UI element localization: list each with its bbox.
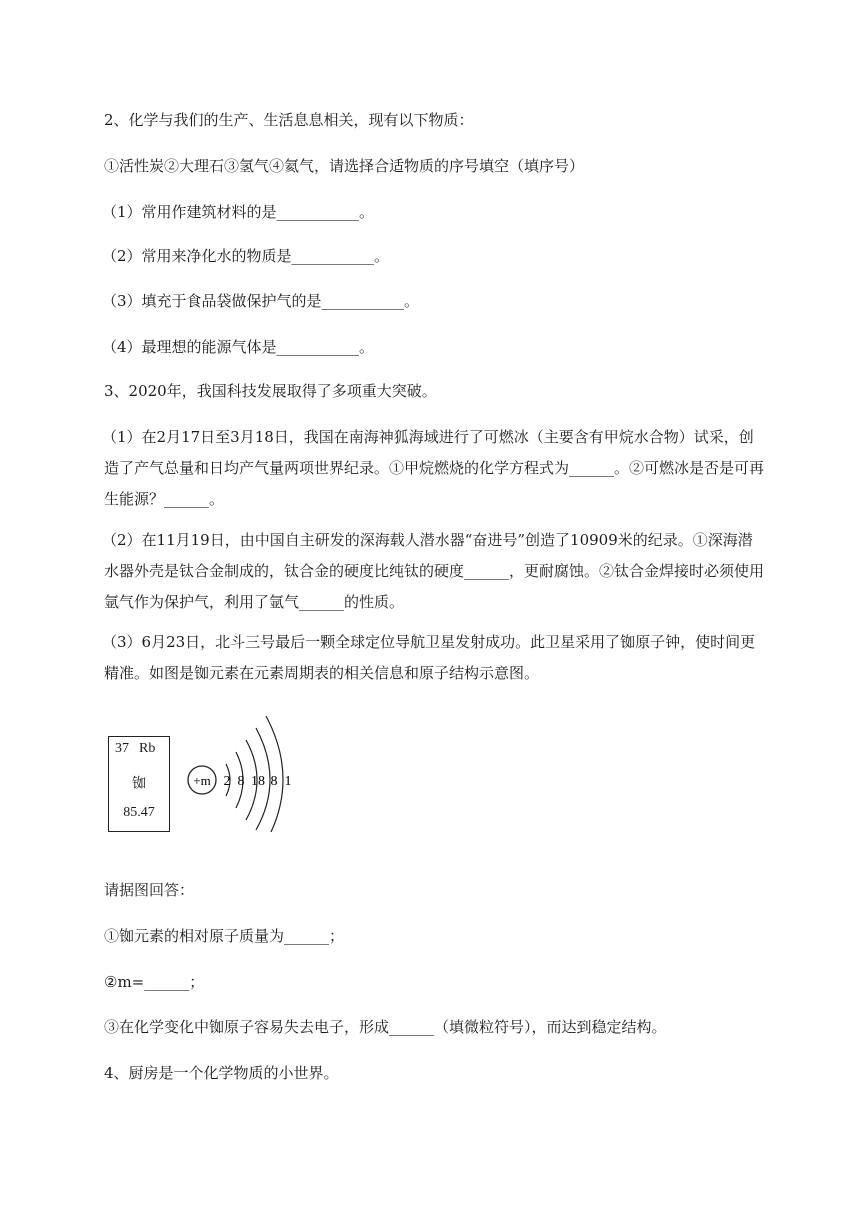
q3-title: 3、2020年，我国科技发展取得了多项重大突破。 (104, 382, 437, 400)
shell-count-3: 18 (251, 774, 265, 789)
q2-item-1: （1）常用作建筑材料的是___________。 (102, 203, 375, 221)
shell-count-1: 2 (223, 774, 231, 789)
atomic-mass: 85.47 (123, 805, 155, 820)
q3-p2-line-2: 水器外壳是钛合金制成的，钛合金的硬度比纯钛的硬度______，更耐腐蚀。②钛合金焊接时必须使用 (104, 562, 765, 580)
q3-p1-line-2: 造了产气总量和日均产气量两项世界纪录。①甲烷燃烧的化学方程式为______。②可燃冰是否是可再 (104, 459, 765, 477)
q3-prompt: 请据图回答： (104, 881, 195, 899)
q4-title: 4、厨房是一个化学物质的小世界。 (104, 1064, 339, 1082)
q3-p1-line-1: （1）在2月17日至3月18日，我国在南海神狐海域进行了可燃冰（主要含有甲烷水合物）试采，创 (102, 428, 754, 446)
q3-p3-line-2: 精准。如图是铷元素在元素周期表的相关信息和原子结构示意图。 (104, 664, 540, 682)
q2-title: 2、化学与我们的生产、生活息息相关，现有以下物质： (104, 111, 474, 129)
q3-p2-line-1: （2）在11月19日，由中国自主研发的深海载人潜水器“奋进号”创造了10909米的纪录。①深海潜 (102, 531, 753, 549)
q3-answer-2: ②m=______； (104, 973, 205, 991)
q2-item-3: （3）填充于食品袋做保护气的是___________。 (102, 292, 420, 310)
shell-count-5: 1 (284, 774, 292, 789)
q3-answer-1: ①铷元素的相对原子质量为______； (104, 927, 345, 945)
nucleus-charge: +m (193, 773, 211, 788)
q3-p1-line-3: 生能源？______。 (104, 490, 225, 508)
q3-p3-line-1: （3）6月23日，北斗三号最后一颗全球定位导航卫星发射成功。此卫星采用了铷原子钟，使时间更 (102, 633, 756, 651)
atomic-structure-diagram (182, 712, 304, 832)
q2-item-2: （2）常用来净化水的物质是___________。 (102, 247, 390, 265)
atomic-number: 37 (115, 741, 129, 756)
element-symbol: Rb (139, 741, 156, 756)
shell-count-2: 8 (237, 774, 245, 789)
q2-item-4: （4）最理想的能源气体是___________。 (102, 338, 375, 356)
q3-p2-line-3: 氩气作为保护气，利用了氩气______的性质。 (104, 593, 405, 611)
q3-answer-3: ③在化学变化中铷原子容易失去电子，形成______（填微粒符号），而达到稳定结构。 (104, 1018, 667, 1036)
shell-count-4: 8 (270, 774, 278, 789)
periodic-table-tile (108, 736, 170, 832)
q2-options: ①活性炭②大理石③氢气④氦气，请选择合适物质的序号填空（填序号） (104, 157, 585, 175)
rubidium-figure (104, 712, 304, 832)
element-name: 铷 (132, 777, 146, 792)
